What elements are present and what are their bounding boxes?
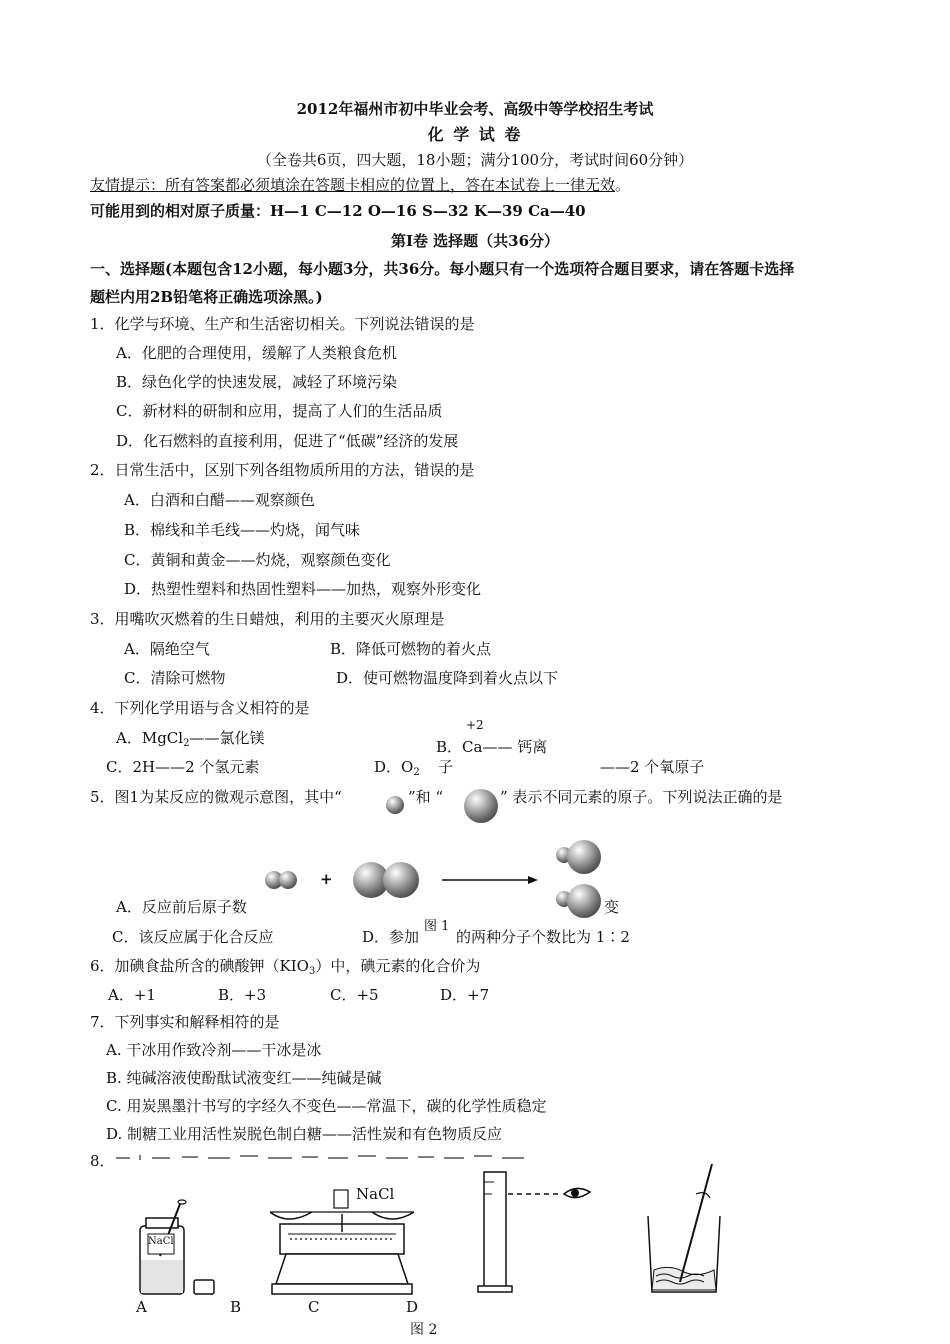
q4-option-d-prefix: D．O — [374, 758, 414, 776]
exam-title: 2012年福州市初中毕业会考、高级中等学校招生考试 — [296, 100, 654, 118]
q2-option-b: B．棉线和羊毛线——灼烧，闻气味 — [124, 521, 361, 539]
graduated-cylinder-icon — [478, 1168, 598, 1296]
exam-subtitle: 化 学 试 卷 — [427, 125, 523, 144]
q5-option-d-end: 的两种分子个数比为 1∶2 — [456, 928, 630, 946]
reagent-bottle-icon — [132, 1200, 194, 1298]
figure-2-label-b: B — [230, 1298, 242, 1316]
q4-option-a-meaning: ——氯化镁 — [189, 729, 265, 747]
exam-info: （全卷共6页，四大题，18小题；满分100分，考试时间60分钟） — [256, 151, 694, 169]
q4-option-d — [374, 757, 420, 777]
reactant-large-molecule-atom-2 — [383, 862, 419, 898]
reactant-small-molecule-atom-2 — [279, 871, 297, 889]
q7-option-b: B. 纯碱溶液使酚酞试液变红——纯碱是碱 — [106, 1069, 382, 1087]
q6-stem-part2: ）中，碘元素的化合价为 — [315, 957, 481, 975]
q4-option-a-formula: MgCl — [141, 729, 184, 747]
q4-option-a-prefix: A． — [116, 729, 142, 747]
q5-stem-part1: 5．图1为某反应的微观示意图，其中“ — [90, 788, 342, 806]
small-atom-icon — [386, 796, 404, 814]
q6-option-a: A．+1 — [108, 986, 156, 1004]
q4-option-c: C．2H——2 个氢元素 — [106, 758, 260, 776]
q4-option-a — [116, 728, 264, 748]
q4-option-a-subscript: 2 — [183, 738, 190, 749]
q4-option-d-meaning: ——2 个氧原子 — [600, 758, 705, 776]
q6-option-c: C．+5 — [330, 986, 379, 1004]
section-instructions-line1: 一、选择题(本题包含12小题，每小题3分，共36分。每小题只有一个选项符合题目要求，请在答题卡选择 — [90, 260, 795, 278]
weight-block-icon — [192, 1276, 216, 1296]
large-atom-icon — [464, 789, 498, 823]
q5-option-c: C．该反应属于化合反应 — [112, 928, 274, 946]
q7-option-d: D. 制糖工业用活性炭脱色制白糖——活性炭和有色物质反应 — [106, 1125, 503, 1143]
q4-stem: 4．下列化学用语与含义相符的是 — [90, 699, 310, 717]
q1-option-d: D．化石燃料的直接利用，促进了“低碳”经济的发展 — [116, 432, 459, 450]
balance-label: NaCl — [356, 1185, 395, 1203]
reaction-plus-sign: + — [320, 870, 333, 888]
q3-stem: 3．用嘴吹灭燃着的生日蜡烛，利用的主要灭火原理是 — [90, 610, 445, 628]
figure-2-label-c: C — [308, 1298, 320, 1316]
friendly-tip-text: 友情提示：所有答案都必须填涂在答题卡相应的位置上，答在本试卷上一律无效 — [90, 176, 616, 194]
q2-option-c: C．黄铜和黄金——灼烧，观察颜色变化 — [124, 551, 391, 569]
q5-option-a: A．反应前后原子数 — [116, 898, 247, 916]
figure-1-caption: 图 1 — [424, 919, 450, 934]
q5-stem-part3: ” 表示不同元素的原子。下列说法正确的是 — [500, 788, 783, 806]
q5-stem-part2: ”和 “ — [408, 788, 444, 806]
q7-option-c: C. 用炭黑墨汁书写的字经久不变色——常温下，碳的化学性质稳定 — [106, 1097, 547, 1115]
q4-option-d-subscript: 2 — [413, 767, 420, 778]
q6-option-d: D．+7 — [440, 986, 490, 1004]
q7-option-a: A. 干冰用作致冷剂——干冰是冰 — [106, 1041, 322, 1059]
bottle-label: NaCl — [148, 1236, 174, 1247]
q7-stem: 7．下列事实和解释相符的是 — [90, 1013, 280, 1031]
friendly-tip-end: 。 — [615, 176, 631, 194]
q4-option-b: B．Ca—— 钙离 — [436, 738, 548, 756]
figure-2-label-a: A — [136, 1298, 147, 1316]
q5-option-d-start: D．参加 — [362, 928, 420, 946]
reaction-arrow-icon — [440, 872, 540, 888]
q4-option-b-tail: 子 — [438, 758, 454, 776]
product-2-large-atom — [567, 884, 601, 918]
q8-stem-cut-text — [112, 1152, 542, 1160]
q2-option-d: D．热塑性塑料和热固性塑料——加热，观察外形变化 — [124, 580, 482, 598]
q1-stem: 1．化学与环境、生产和生活密切相关。下列说法错误的是 — [90, 315, 475, 333]
q3-option-d: D．使可燃物温度降到着火点以下 — [336, 669, 559, 687]
beaker-stirring-icon — [640, 1160, 730, 1300]
figure-2-caption: 图 2 — [410, 1322, 438, 1338]
q3-option-b: B．降低可燃物的着火点 — [330, 640, 492, 658]
q6-stem-part1: 6．加碘食盐所含的碘酸钾（KIO — [90, 957, 309, 975]
q2-stem: 2．日常生活中，区别下列各组物质所用的方法，错误的是 — [90, 461, 475, 479]
q8-stem: 8． — [90, 1152, 115, 1170]
atomic-masses: 可能用到的相对原子质量：H—1 C—12 O—16 S—32 K—39 Ca—40 — [90, 202, 586, 220]
q1-option-c: C．新材料的研制和应用，提高了人们的生活品质 — [116, 402, 443, 420]
q6-stem-subscript: 3 — [308, 966, 316, 977]
product-1-large-atom — [567, 840, 601, 874]
q1-option-a: A．化肥的合理使用，缓解了人类粮食危机 — [116, 344, 397, 362]
section-instructions-line2: 题栏内用2B铅笔将正确选项涂黑。) — [90, 288, 323, 306]
q3-option-c: C．清除可燃物 — [124, 669, 226, 687]
q4-option-b-charge: +2 — [466, 718, 484, 732]
q6-option-b: B．+3 — [218, 986, 267, 1004]
friendly-tip — [90, 175, 630, 195]
figure-2-label-d: D — [406, 1298, 419, 1316]
q3-option-a: A．隔绝空气 — [124, 640, 210, 658]
q5-option-b-tail: 变 — [604, 898, 620, 916]
q1-option-b: B．绿色化学的快速发展，减轻了环境污染 — [116, 373, 398, 391]
q2-option-a: A．白酒和白醋——观察颜色 — [124, 491, 315, 509]
q6-stem — [90, 956, 480, 976]
section-heading: 第Ⅰ卷 选择题（共36分） — [390, 232, 560, 250]
